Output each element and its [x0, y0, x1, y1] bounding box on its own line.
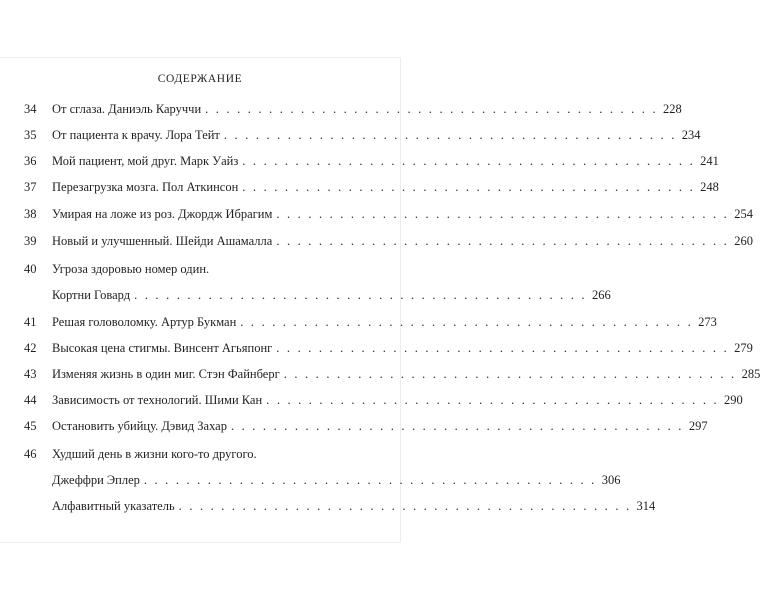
page-number: 228: [663, 102, 682, 116]
chapter-number: 40: [24, 262, 37, 276]
chapter-number: 42: [24, 341, 37, 355]
page-number: 290: [724, 393, 743, 407]
dot-leader: . . . . . . . . . . . . . . . . . . . . . . . . . . . . . . . . . . . . . . . . . . .: [242, 154, 695, 168]
chapter-number: 38: [24, 207, 37, 221]
chapter-title: Худший день в жизни кого-то другого.: [52, 447, 257, 461]
dot-leader: . . . . . . . . . . . . . . . . . . . . . . . . . . . . . . . . . . . . . . . . . . .: [240, 315, 693, 329]
toc-line: [52, 206, 753, 222]
dot-leader: . . . . . . . . . . . . . . . . . . . . . . . . . . . . . . . . . . . . . . . . . . .: [143, 473, 597, 487]
dot-leader: . . . . . . . . . . . . . . . . . . . . . . . . . . . . . . . . . . . . . . . . . . .: [205, 102, 658, 116]
chapter-number: 34: [24, 102, 37, 116]
dot-leader: . . . . . . . . . . . . . . . . . . . . . . . . . . . . . . . . . . . . . . . . . . .: [178, 499, 632, 513]
page-number: 279: [734, 341, 753, 355]
toc-line: [52, 472, 621, 488]
page-number: 248: [700, 180, 719, 194]
page-number: 266: [592, 288, 611, 302]
toc-line: [52, 179, 719, 195]
index-title: Алфавитный указатель: [52, 499, 175, 513]
dot-leader: . . . . . . . . . . . . . . . . . . . . . . . . . . . . . . . . . . . . . . . . . . .: [134, 288, 587, 302]
chapter-number: 44: [24, 393, 37, 407]
toc-title: СОДЕРЖАНИЕ: [157, 73, 243, 85]
book-page: [0, 58, 760, 542]
toc-line: [52, 233, 753, 249]
chapter-number: 43: [24, 367, 37, 381]
dot-leader: . . . . . . . . . . . . . . . . . . . . . . . . . . . . . . . . . . . . . . . . . . .: [276, 207, 729, 221]
toc-line: [52, 498, 656, 514]
chapter-title: Зависимость от технологий. Шими Кан: [52, 393, 263, 407]
chapter-title: От сглаза. Даниэль Каруччи: [52, 102, 202, 116]
page-number: 254: [734, 207, 753, 221]
chapter-title: Угроза здоровью номер один.: [52, 262, 210, 276]
chapter-title: Изменяя жизнь в один миг. Стэн Файнберг: [52, 367, 280, 381]
chapter-number: 35: [24, 128, 37, 142]
dot-leader: . . . . . . . . . . . . . . . . . . . . . . . . . . . . . . . . . . . . . . . . . . .: [283, 367, 737, 381]
chapter-title: Мой пациент, мой друг. Марк Уайз: [52, 154, 239, 168]
chapter-title: От пациента к врачу. Лора Тейт: [52, 128, 220, 142]
chapter-author: Кортни Говард: [52, 288, 131, 302]
toc-line: [52, 366, 760, 382]
chapter-title: Умирая на ложе из роз. Джордж Ибрагим: [52, 207, 273, 221]
chapter-number: 36: [24, 154, 37, 168]
toc-line: [52, 127, 701, 143]
page-number: 241: [700, 154, 719, 168]
chapter-number: 39: [24, 234, 37, 248]
dot-leader: . . . . . . . . . . . . . . . . . . . . . . . . . . . . . . . . . . . . . . . . . . .: [242, 180, 695, 194]
toc-line: [52, 340, 753, 356]
toc-line: [52, 101, 682, 117]
dot-leader: . . . . . . . . . . . . . . . . . . . . . . . . . . . . . . . . . . . . . . . . . . .: [230, 419, 684, 433]
page-number: 314: [636, 499, 656, 513]
toc-line: [52, 314, 717, 330]
chapter-author: Джеффри Эплер: [52, 473, 140, 487]
chapter-title: Остановить убийцу. Дэвид Захар: [52, 419, 227, 433]
page-number: 273: [698, 315, 717, 329]
chapter-title: Решая головоломку. Артур Букман: [52, 315, 237, 329]
page-number: 297: [688, 419, 708, 433]
page-number: 234: [681, 128, 701, 142]
chapter-number: 45: [24, 419, 37, 433]
chapter-title: Перезагрузка мозга. Пол Аткинсон: [52, 180, 239, 194]
page-number: 306: [601, 473, 621, 487]
chapter-number: 41: [24, 315, 37, 329]
toc-line: [52, 392, 743, 408]
page-number: 260: [734, 234, 753, 248]
chapter-title: Новый и улучшенный. Шейди Ашамалла: [52, 234, 273, 248]
toc-line: [52, 153, 719, 169]
toc-line: [52, 287, 611, 303]
dot-leader: . . . . . . . . . . . . . . . . . . . . . . . . . . . . . . . . . . . . . . . . . . .: [266, 393, 719, 407]
dot-leader: . . . . . . . . . . . . . . . . . . . . . . . . . . . . . . . . . . . . . . . . . . .: [276, 341, 729, 355]
dot-leader: . . . . . . . . . . . . . . . . . . . . . . . . . . . . . . . . . . . . . . . . . . .: [223, 128, 677, 142]
page-number: 285: [741, 367, 760, 381]
chapter-number: 37: [24, 180, 37, 194]
toc-line: [52, 418, 708, 434]
dot-leader: . . . . . . . . . . . . . . . . . . . . . . . . . . . . . . . . . . . . . . . . . . .: [276, 234, 729, 248]
chapter-title: Высокая цена стигмы. Винсент Агьяпонг: [52, 341, 273, 355]
chapter-number: 46: [24, 447, 37, 461]
